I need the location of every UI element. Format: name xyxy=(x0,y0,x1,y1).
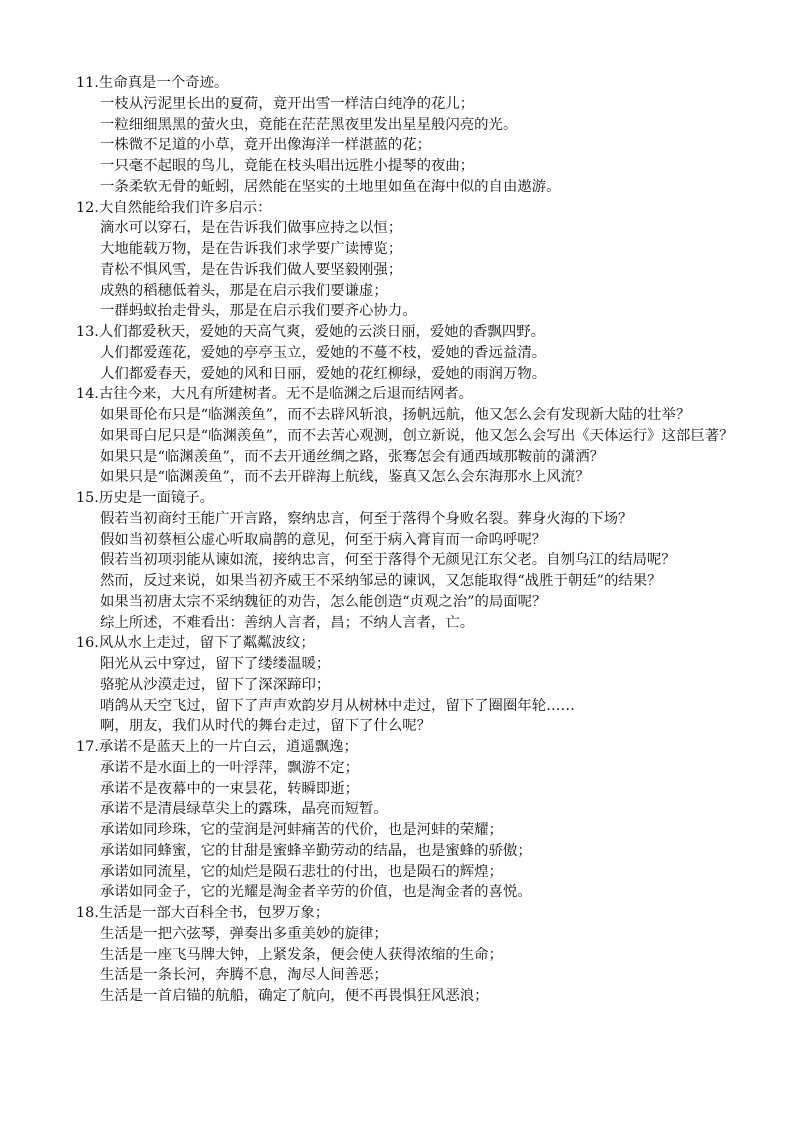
item-line: 一枝从污泥里长出的夏荷，竟开出雪一样洁白纯净的花儿； xyxy=(100,95,475,112)
item-line: 一群蚂蚁抬走骨头，那是在启示我们要齐心协力。 xyxy=(100,303,417,320)
item-line: 生活是一首启锚的航船，确定了航向，便不再畏惧狂风恶浪； xyxy=(100,988,489,1004)
item-line: 承诺不是水面上的一叶浮萍，飘游不定； xyxy=(100,759,360,776)
item-line: 承诺如同蜂蜜，它的甘甜是蜜蜂辛勤劳动的结晶，也是蜜蜂的骄傲； xyxy=(100,842,532,859)
item-line: 滴水可以穿石，是在告诉我们做事应持之以恒； xyxy=(100,220,403,237)
item-line: 骆驼从沙漠走过，留下了深深蹄印； xyxy=(100,676,331,693)
item-line: 假若当初项羽能从谏如流，接纳忠言，何至于落得个无颜见江东父老。自刎乌江的结局呢？ xyxy=(100,552,676,569)
item-line: 一株微不足道的小草，竟开出像海洋一样湛蓝的花； xyxy=(100,137,431,154)
item-line: 一只毫不起眼的鸟儿，竟能在枝头唱出远胜小提琴的夜曲； xyxy=(100,158,475,174)
item-heading: 13.人们都爱秋天，爱她的天高气爽，爱她的云淡日丽，爱她的香飘四野。 xyxy=(76,324,545,340)
item-line: 大地能载万物，是在告诉我们求学要广读博览； xyxy=(100,241,403,257)
item-line: 哨鸽从天空飞过，留下了声声欢韵岁月从树林中走过，留下了圈圈年轮…… xyxy=(100,697,575,714)
item-line: 如果当初唐太宗不采纳魏征的劝告，怎么能创造“贞观之治”的局面呢？ xyxy=(100,593,547,610)
item-line: 人们都爱春天，爱她的风和日丽，爱她的花红柳绿，爱她的雨润万物。 xyxy=(100,365,547,382)
item-line: 如果只是“临渊羡鱼”，而不去开辟海上航线，鉴真又怎么会东海那水上风流？ xyxy=(100,469,590,486)
item-line: 如果只是“临渊羡鱼”，而不去开通丝绸之路，张骞怎会有通西域那鞍前的潇洒？ xyxy=(100,448,604,465)
item-line: 啊，朋友，我们从时代的舞台走过，留下了什么呢？ xyxy=(100,718,431,735)
item-heading: 12.大自然能给我们许多启示： xyxy=(76,199,272,216)
item-heading: 14.古往今来，大凡有所建树者。无不是临渊之后退而结网者。 xyxy=(76,386,474,403)
item-line: 一粒细细黑黑的萤火虫，竟能在茫茫黑夜里发出星星般闪亮的光。 xyxy=(100,116,518,133)
item-line: 如果哥伦布只是“临渊羡鱼”，而不去辟风斩浪，扬帆远航，他又怎么会有发现新大陆的壮举？ xyxy=(100,407,691,423)
item-line: 一条柔软无骨的蚯蚓，居然能在坚实的土地里如鱼在海中似的自由遨游。 xyxy=(100,178,561,195)
item-heading: 16.风从水上走过，留下了粼粼波纹； xyxy=(76,635,315,652)
item-line: 生活是一座飞马牌大钟，上紧发条，便会使人获得浓缩的生命； xyxy=(100,946,503,963)
item-line: 假若当初商纣王能广开言路，察纳忠言，何至于落得个身败名裂。葬身火海的下场？ xyxy=(100,510,633,527)
item-line: 生活是一条长河，奔腾不息，淘尽人间善恶； xyxy=(100,967,388,984)
item-heading: 15.历史是一面镜子。 xyxy=(76,490,215,506)
item-heading: 11.生命真是一个奇迹。 xyxy=(76,75,229,91)
item-line: 承诺如同流星，它的灿烂是陨石悲壮的付出，也是陨石的辉煌； xyxy=(100,863,503,880)
item-line: 成熟的稻穗低着头，那是在启示我们要谦虚； xyxy=(100,282,388,299)
item-line: 青松不惧风雪，是在告诉我们做人要坚毅刚强； xyxy=(100,261,403,278)
document-body xyxy=(76,73,760,1007)
item-line: 承诺不是夜幕中的一束昙花，转瞬即逝； xyxy=(100,780,360,797)
item-line: 人们都爱莲花，爱她的亭亭玉立，爱她的不蔓不枝，爱她的香远益清。 xyxy=(100,344,547,361)
item-line: 承诺如同金子，它的光耀是淘金者辛劳的价值，也是淘金者的喜悦。 xyxy=(100,884,532,901)
item-heading: 18.生活是一部大百科全书，包罗万象； xyxy=(76,905,330,921)
item-line: 阳光从云中穿过，留下了缕缕温暖； xyxy=(100,656,331,672)
item-line: 然而，反过来说，如果当初齐威王不采纳邹忌的谏讽，又怎能取得“战胜于朝廷”的结果？ xyxy=(100,573,662,589)
item-heading: 17.承诺不是蓝天上的一片白云，逍遥飘逸； xyxy=(76,739,358,755)
item-line: 假如当初蔡桓公虚心听取扁鹊的意见，何至于病入膏肓而一命呜呼呢？ xyxy=(100,531,547,548)
item-line: 如果哥白尼只是“临渊羡鱼”，而不去苦心观测，创立新说，他又怎么会写出《天体运行》这部巨著？ xyxy=(100,427,734,444)
item-line: 综上所述，不难看出：善纳人言者，昌；不纳人言者，亡。 xyxy=(100,614,475,631)
item-line: 承诺如同珍珠，它的莹润是河蚌痛苦的代价，也是河蚌的荣耀； xyxy=(100,822,503,838)
item-line: 生活是一把六弦琴，弹奏出多重美妙的旋律； xyxy=(100,925,388,942)
item-line: 承诺不是清晨绿草尖上的露珠，晶亮而短暂。 xyxy=(100,801,388,818)
